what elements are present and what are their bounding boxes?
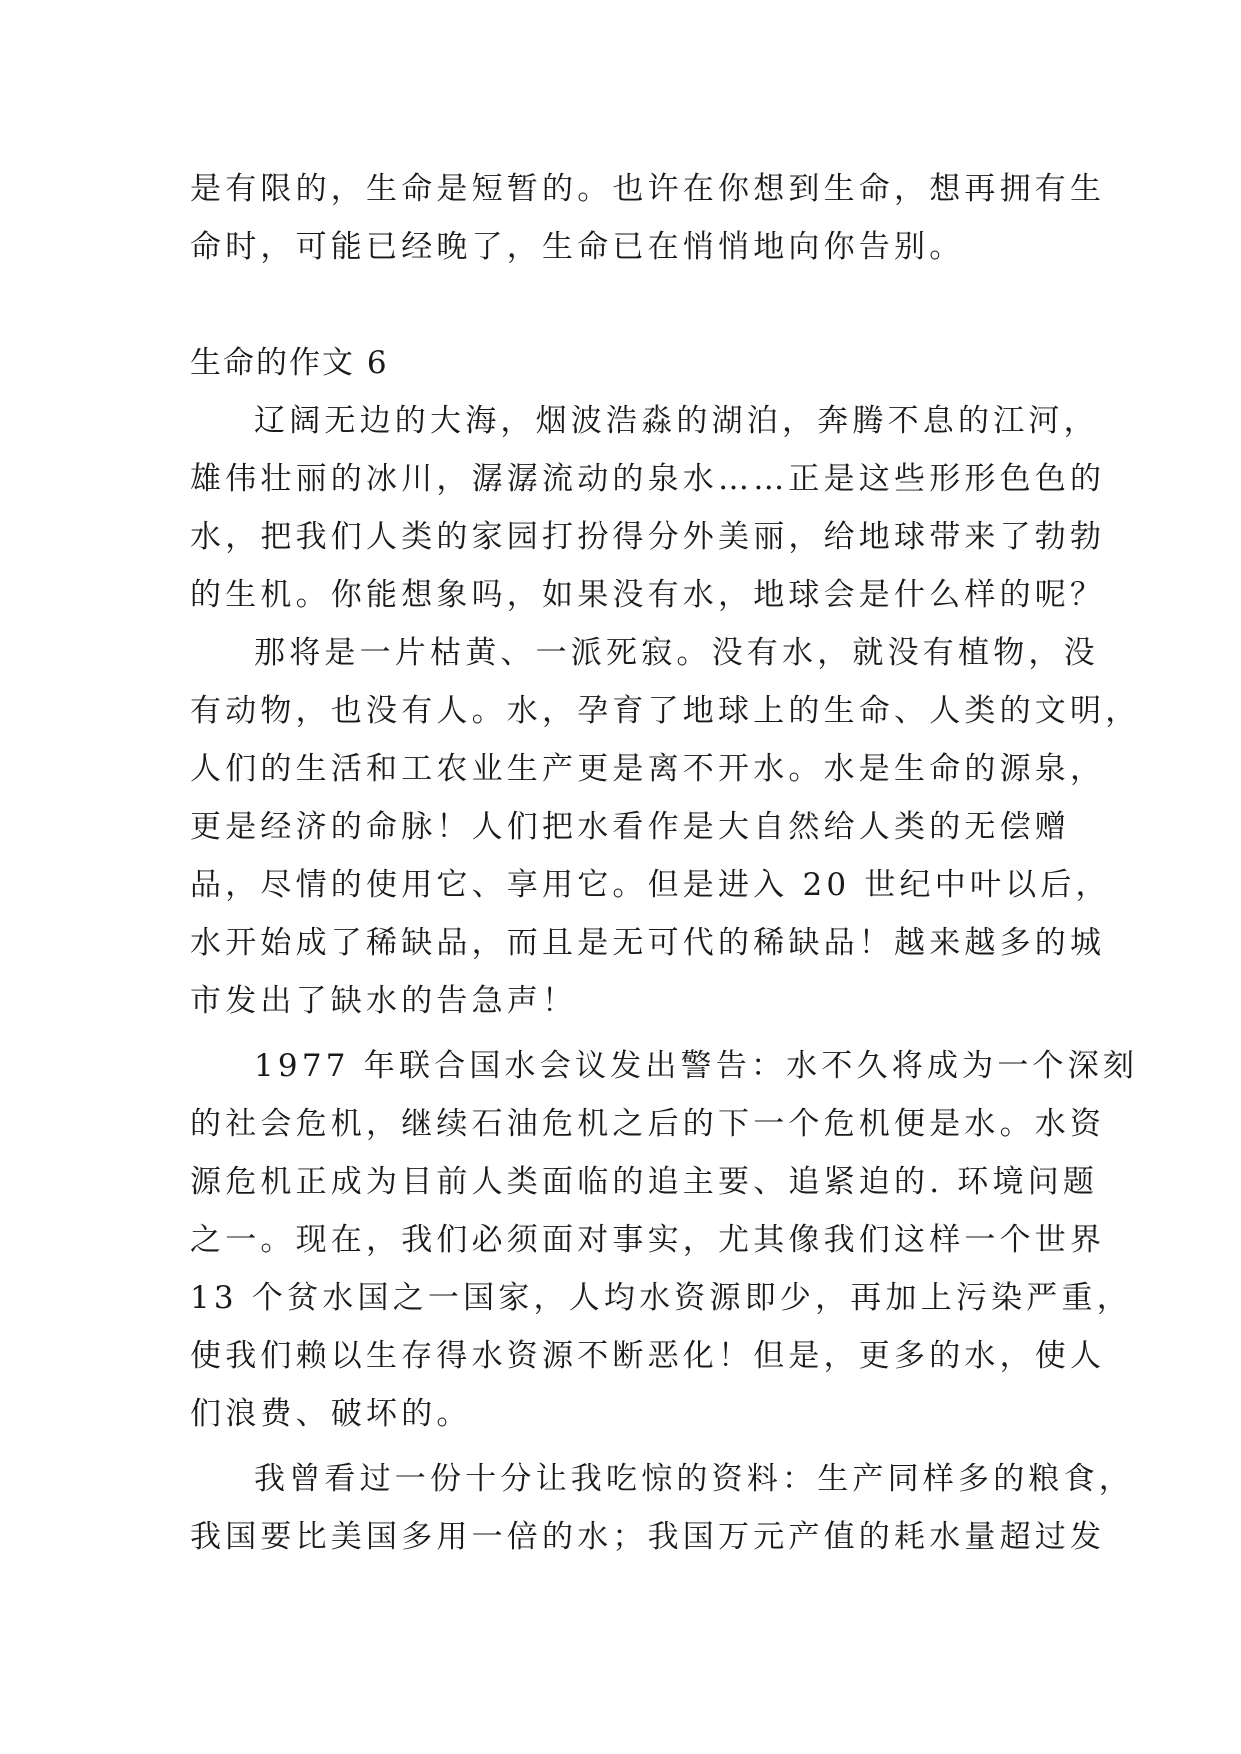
intro-line: 是有限的，生命是短暂的。也许在你想到生命，想再拥有生 xyxy=(190,171,1106,207)
paragraph-line: 我国要比美国多用一倍的水；我国万元产值的耗水量超过发 xyxy=(190,1519,1106,1555)
paragraph-line: 有动物，也没有人。水，孕育了地球上的生命、人类的文明， xyxy=(190,693,1141,729)
paragraph-line: 雄伟壮丽的冰川，潺潺流动的泉水……正是这些形形色色的 xyxy=(190,461,1106,497)
paragraph xyxy=(190,1450,1134,1566)
document-body xyxy=(190,160,1141,1566)
paragraph-line: 水开始成了稀缺品，而且是无可代的稀缺品！越来越多的城 xyxy=(190,925,1106,961)
paragraph-line: 那将是一片枯黄、一派死寂。没有水，就没有植物，没 xyxy=(254,635,1099,671)
paragraph-line: 源危机正成为目前人类面临的追主要、追紧迫的. 环境问题 xyxy=(190,1164,1099,1200)
paragraph-line: 之一。现在，我们必须面对事实，尤其像我们这样一个世界 xyxy=(190,1222,1106,1258)
paragraph-line: 1977 年联合国水会议发出警告：水不久将成为一个深刻 xyxy=(254,1048,1139,1084)
paragraph-line: 辽阔无边的大海，烟波浩淼的湖泊，奔腾不息的江河， xyxy=(254,403,1099,439)
paragraph-line: 人们的生活和工农业生产更是离不开水。水是生命的源泉， xyxy=(190,751,1106,787)
paragraph xyxy=(190,1037,1139,1443)
paragraph-line: 们浪费、破坏的。 xyxy=(190,1396,472,1432)
section-title: 生命的作文 6 xyxy=(190,345,389,381)
paragraph-line: 市发出了缺水的告急声！ xyxy=(190,983,578,1019)
paragraph-line: 更是经济的命脉！人们把水看作是大自然给人类的无偿赠 xyxy=(190,809,1070,845)
paragraph-line: 使我们赖以生存得水资源不断恶化！但是，更多的水，使人 xyxy=(190,1338,1106,1374)
paragraph-line: 我曾看过一份十分让我吃惊的资料：生产同样多的粮食， xyxy=(254,1461,1134,1497)
blank-line xyxy=(190,276,1050,334)
paragraph-line: 品，尽情的使用它、享用它。但是进入 20 世纪中叶以后， xyxy=(190,867,1111,903)
paragraph-line: 水，把我们人类的家园打扮得分外美丽，给地球带来了勃勃 xyxy=(190,519,1106,555)
paragraph xyxy=(190,624,1141,1030)
paragraph-line: 13 个贫水国之一国家，人均水资源即少，再加上污染严重， xyxy=(190,1280,1132,1316)
paragraph-line: 的社会危机，继续石油危机之后的下一个危机便是水。水资 xyxy=(190,1106,1106,1142)
paragraph xyxy=(190,392,1106,624)
intro-line: 命时，可能已经晚了，生命已在悄悄地向你告别。 xyxy=(190,229,965,265)
paragraph-line: 的生机。你能想象吗，如果没有水，地球会是什么样的呢？ xyxy=(190,577,1106,613)
